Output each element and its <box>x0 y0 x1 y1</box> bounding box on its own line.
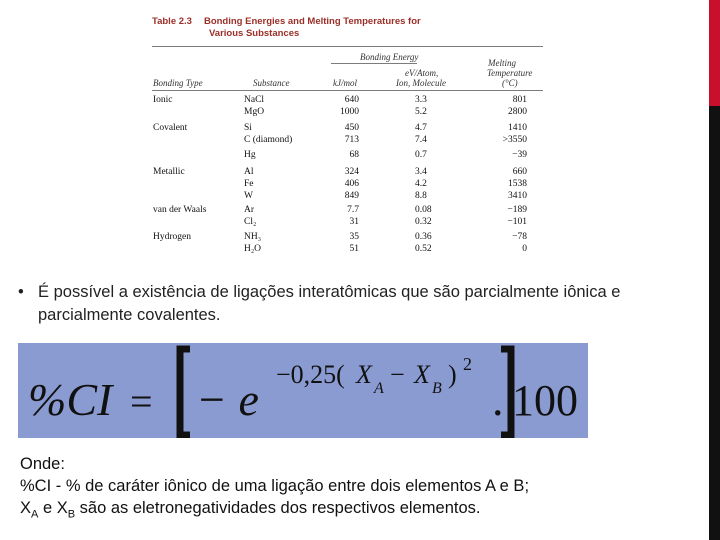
formula-multiplier: 100 <box>512 376 578 425</box>
right-edge-bar <box>709 106 720 540</box>
cell-kj: 450 <box>344 123 359 133</box>
cell-substance: C (diamond) <box>244 135 293 145</box>
bullet-text: É possível a existência de ligações interatômicas que são parcialmente iônica e parcialmente covalentes. <box>38 283 621 324</box>
cell-mp: 801 <box>512 95 527 105</box>
cell-substance: Cl₂ <box>244 217 257 227</box>
legend-xb-sub: B <box>67 508 76 521</box>
cell-kj: 406 <box>344 179 359 189</box>
col-mp-line3: (°C) <box>502 78 518 88</box>
legend-rest: são as eletronegatividades dos respectivos elementos. <box>75 499 481 517</box>
legend-line-2: %CI - % de caráter iônico de uma ligação entre dois elementos A e B; <box>20 477 530 495</box>
cell-mp: −189 <box>507 205 527 215</box>
cell-kj: 1000 <box>340 107 359 117</box>
table-row <box>150 178 546 190</box>
table-number: Table 2.3 <box>152 16 192 27</box>
cell-ev: 4.7 <box>415 123 427 133</box>
legend-xa: X <box>20 499 32 517</box>
legend-e-xb: e X <box>38 499 68 517</box>
cell-substance: Si <box>244 123 252 133</box>
cell-kj: 713 <box>344 135 359 145</box>
cell-kj: 324 <box>344 167 359 177</box>
legend-line-3 <box>20 497 529 525</box>
bonding-energy-table <box>150 14 546 252</box>
cell-type: van der Waals <box>153 205 207 215</box>
col-mp-line1: Melting <box>488 58 516 68</box>
table-row <box>150 216 546 228</box>
group-header-rule <box>331 63 417 64</box>
col-mp-line2: Temperature <box>487 68 533 78</box>
formula-lhs: %CI <box>28 374 113 425</box>
legend-line-1: Onde: <box>20 455 65 473</box>
formula-xb-sub: B <box>432 380 442 397</box>
table-title <box>152 16 421 28</box>
cell-ev: 5.2 <box>415 107 427 117</box>
formula-box <box>18 343 588 438</box>
cell-type: Ionic <box>153 95 173 105</box>
table-header-rule <box>152 90 543 91</box>
cell-type: Covalent <box>153 123 188 133</box>
cell-ev: 0.32 <box>415 217 432 227</box>
cell-mp: 1410 <box>508 123 527 133</box>
cell-kj: 640 <box>344 95 359 105</box>
table-top-rule <box>152 46 543 47</box>
cell-kj: 31 <box>349 217 359 227</box>
col-substance: Substance <box>253 78 290 88</box>
formula-close-paren: ) <box>448 360 457 389</box>
cell-mp: −39 <box>512 150 527 160</box>
cell-mp: −101 <box>507 217 527 227</box>
cell-kj: 849 <box>344 191 359 201</box>
cell-mp: 1538 <box>508 179 527 189</box>
table-title-line1: Bonding Energies and Melting Temperatures for <box>203 16 421 27</box>
group-header-bonding-energy: Bonding Energy <box>360 52 419 62</box>
cell-kj: 7.7 <box>347 205 359 215</box>
col-bonding-type: Bonding Type <box>153 78 203 88</box>
cell-kj: 51 <box>349 244 359 254</box>
formula-equals: = <box>130 379 153 424</box>
cell-ev: 8.8 <box>415 191 427 201</box>
table-row <box>150 149 546 161</box>
formula-xb: X <box>414 360 430 389</box>
table-row <box>150 243 546 255</box>
formula-xa: X <box>356 360 372 389</box>
cell-ev: 7.4 <box>415 135 427 145</box>
ionic-character-formula <box>18 343 588 438</box>
table-row <box>150 231 546 243</box>
table-row <box>150 134 546 146</box>
cell-substance: Ar <box>244 205 255 215</box>
col-ev-line1: eV/Atom, <box>405 68 439 78</box>
table-row <box>150 166 546 178</box>
cell-substance: Al <box>244 167 254 177</box>
formula-legend <box>20 453 529 525</box>
cell-substance: W <box>244 191 253 201</box>
table-title-line2: Various Substances <box>209 28 300 39</box>
accent-bar <box>709 0 720 106</box>
cell-type: Hydrogen <box>153 232 191 242</box>
cell-ev: 0.36 <box>415 232 432 242</box>
cell-mp: 660 <box>512 167 527 177</box>
formula-xa-sub: A <box>374 380 384 397</box>
cell-ev: 0.08 <box>415 205 432 215</box>
cell-ev: 4.2 <box>415 179 427 189</box>
cell-substance: MgO <box>244 107 265 117</box>
formula-dot: . <box>492 374 504 425</box>
bullet-point <box>18 281 688 327</box>
legend-xa-sub: A <box>31 508 39 521</box>
cell-substance: Hg <box>244 150 256 160</box>
cell-type: Metallic <box>153 167 185 177</box>
table-row <box>150 122 546 134</box>
table-row <box>150 204 546 216</box>
left-bracket <box>180 349 190 435</box>
bullet-dot: • <box>18 283 24 301</box>
formula-dash: − <box>390 360 405 389</box>
cell-ev: 3.4 <box>415 167 427 177</box>
col-kj-mol: kJ/mol <box>333 78 357 88</box>
table-row <box>150 106 546 118</box>
table-row <box>150 190 546 202</box>
cell-substance: NaCl <box>244 95 265 105</box>
cell-mp: 0 <box>522 244 527 254</box>
cell-substance: Fe <box>244 179 254 189</box>
table-row <box>150 94 546 106</box>
cell-mp: 2800 <box>508 107 527 117</box>
cell-kj: 68 <box>349 150 359 160</box>
cell-ev: 3.3 <box>415 95 427 105</box>
col-ev-line2: Ion, Molecule <box>396 78 446 88</box>
formula-minus-e: − e <box>196 374 259 425</box>
cell-mp: >3550 <box>502 135 527 145</box>
cell-substance: H₂O <box>244 244 262 254</box>
formula-exponent: −0,25( <box>276 360 345 389</box>
cell-substance: NH₃ <box>244 232 262 242</box>
cell-ev: 0.52 <box>415 244 432 254</box>
cell-kj: 35 <box>349 232 359 242</box>
cell-ev: 0.7 <box>415 150 427 160</box>
formula-power: 2 <box>463 354 472 374</box>
cell-mp: 3410 <box>508 191 527 201</box>
cell-mp: −78 <box>512 232 527 242</box>
